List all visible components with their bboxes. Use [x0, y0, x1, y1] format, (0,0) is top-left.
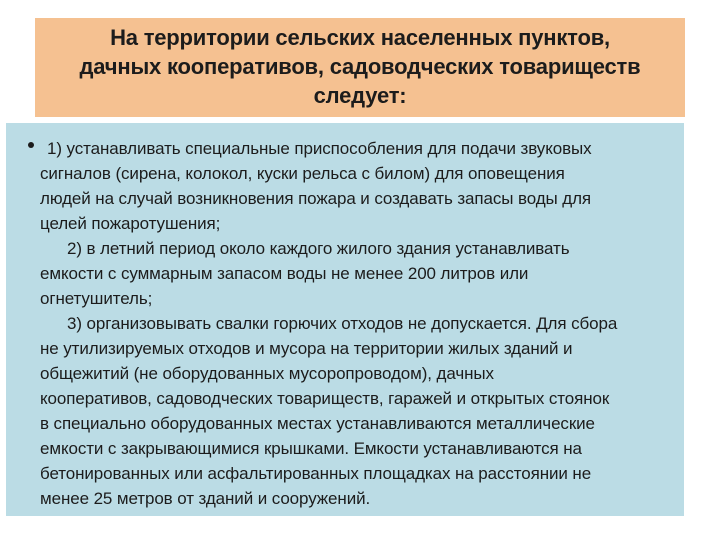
body-text-line: людей на случай возникновения пожара и создавать запасы воды для: [40, 189, 592, 208]
body-text-line: емкости с суммарным запасом воды не менее 200 литров или: [40, 264, 529, 283]
title-line: дачных кооперативов, садоводческих товариществ: [79, 54, 641, 79]
body-text-line: целей пожаротушения;: [40, 214, 221, 233]
body-text-line: менее 25 метров от зданий и сооружений.: [40, 489, 371, 508]
body-text-line: 1) устанавливать специальные приспособления для подачи звуковых: [47, 139, 592, 158]
body-text-line: емкости с закрывающимися крышками. Емкости устанавливаются на: [40, 439, 582, 458]
body-text-line: общежитий (не оборудованных мусоропроводом), дачных: [40, 364, 494, 383]
body-text-line: в специально оборудованных местах устанавливаются металлические: [40, 414, 595, 433]
slide-body-box: [6, 123, 684, 516]
body-text-line: 3) организовывать свалки горючих отходов не допускается. Для сбора: [67, 314, 618, 333]
bullet-text-block: [40, 136, 680, 511]
slide-title-box: [35, 18, 685, 117]
body-text-line: сигналов (сирена, колокол, куски рельса с билом) для оповещения: [40, 164, 565, 183]
body-text-line: бетонированных или асфальтированных площадках на расстоянии не: [40, 464, 592, 483]
title-line: следует:: [313, 83, 407, 108]
body-text-line: кооперативов, садоводческих товариществ, гаражей и открытых стоянок: [40, 389, 610, 408]
bullet-marker: [28, 142, 34, 148]
body-text-line: 2) в летний период около каждого жилого здания устанавливать: [67, 239, 570, 258]
title-line: На территории сельских населенных пунктов,: [110, 25, 610, 50]
body-text-line: не утилизируемых отходов и мусора на территории жилых зданий и: [40, 339, 573, 358]
body-text-line: огнетушитель;: [40, 289, 153, 308]
